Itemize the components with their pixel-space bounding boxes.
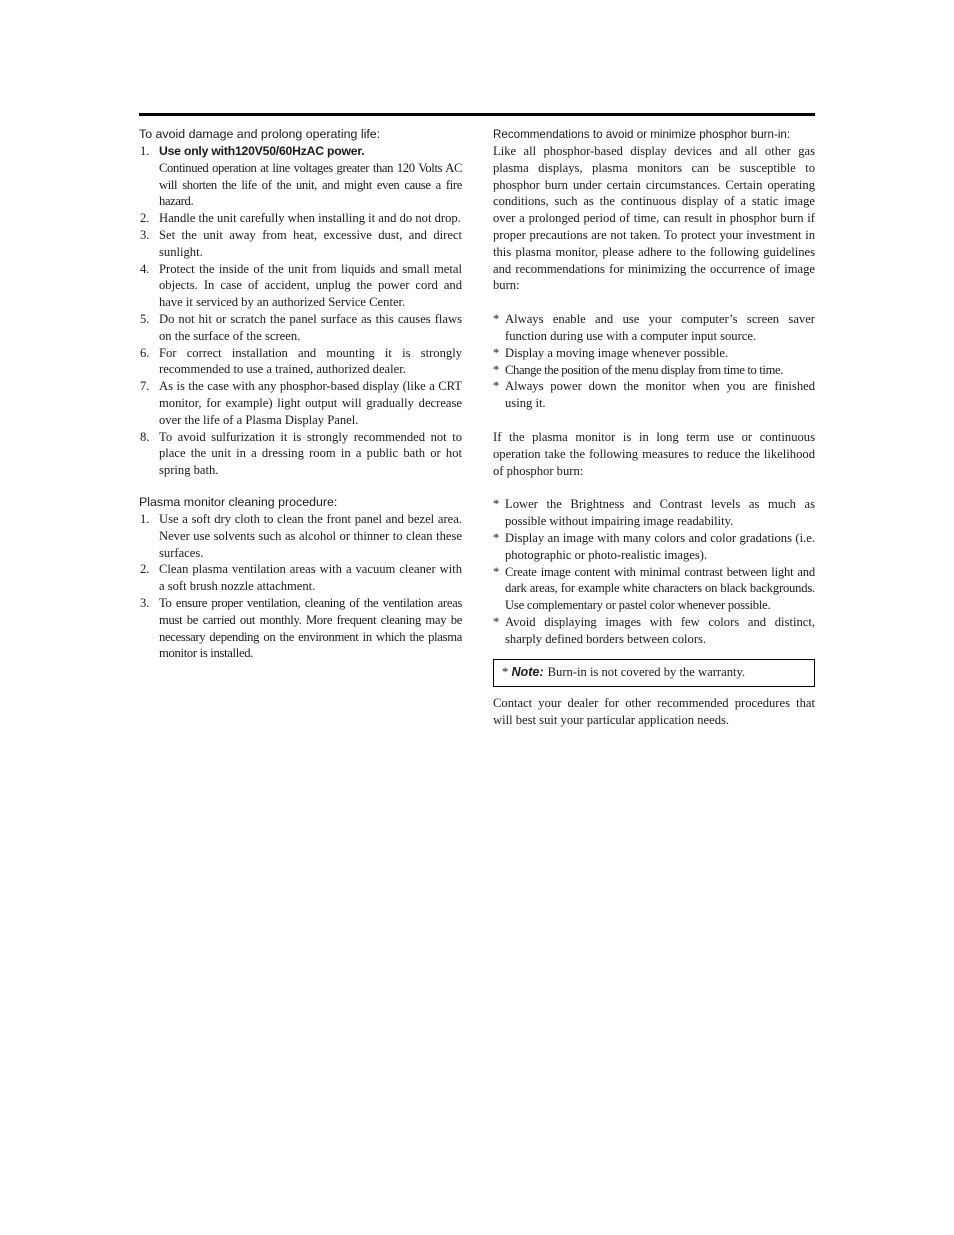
long-term-measures-list [493,496,815,647]
list-item: * Always enable and use your computer’s screen saver function during use with a computer input source. [493,312,815,343]
warranty-note-box [493,659,815,688]
section-heading-burn-in: Recommendations to avoid or minimize phosphor burn-in: [493,128,791,141]
right-column [493,126,815,729]
list-item: 4. Protect the inside of the unit from liquids and small metal objects. In case of accident, unplug the power cord and have it serviced by an authorized Service Center. [140,261,462,310]
list-item: * Change the position of the menu display from time to time. [493,362,784,377]
note-asterisk: * [502,664,509,679]
list-item: * Lower the Brightness and Contrast levels as much as possible without impairing image readability. [493,497,815,529]
list-item: * Avoid displaying images with few colors and distinct, sharply defined borders between colors. [493,614,815,646]
burn-in-guidelines-list [493,311,815,412]
power-requirement: Use only with120V50/60HzAC power. [159,144,365,158]
list-item: 8. To avoid sulfurization it is strongly recommended not to place the unit in a dressing room in a public bath or hot spring bath. [140,429,462,478]
left-column [139,126,462,662]
burn-in-intro: Like all phosphor-based display devices and all other gas plasma displays, plasma monitors can be susceptible to phosphor burn under certain circumstances. Certain operating conditions, such as the continuous display of a static image over a prolonged period of time, can result in phosphor burn if proper precautions are not taken. To protect your investment in this plasma monitor, please adhere to the following guidelines and recommendations for minimizing the occurrence of image burn: [493,144,815,293]
list-item: * Display an image with many colors and color gradations (i.e. photographic or photo-realistic images). [493,530,815,562]
list-item: * Display a moving image whenever possible. [493,345,729,360]
list-item: * Create image content with minimal contrast between light and dark areas, for example white characters on black backgrounds. Use complementary or pastel color whenever possible. [493,564,815,613]
section-heading-cleaning: Plasma monitor cleaning procedure: [139,494,338,509]
list-item: 3. To ensure proper ventilation, cleaning of the ventilation areas must be carried out monthly. More frequent cleaning may be necessary depending on the environment in which the plasma monitor is installed. [140,595,462,661]
list-item: 1. Use only with120V50/60HzAC power. Continued operation at line voltages greater than 120 Volts AC will shorten the life of the unit, and might even cause a fire hazard. [140,144,462,209]
list-item: * Always power down the monitor when you are finished using it. [493,379,815,411]
list-item: 3. Set the unit away from heat, excessive dust, and direct sunlight. [140,227,462,259]
list-item: 6. For correct installation and mounting it is strongly recommended to use a trained, authorized dealer. [140,345,462,377]
list-item: 2. Clean plasma ventilation areas with a vacuum cleaner with a soft brush nozzle attachment. [140,562,462,594]
list-item: 1. Use a soft dry cloth to clean the front panel and bezel area. Never use solvents such as alcohol or thinner to clean these surfaces. [140,511,462,560]
top-rule [139,113,815,116]
note-label: Note: [511,664,544,679]
note-text: Burn-in is not covered by the warranty. [547,664,746,679]
list-item: 7. As is the case with any phosphor-based display (like a CRT monitor, for example) light output will gradually decrease over the life of a Plasma Display Panel. [140,379,462,427]
list-item: 5. Do not hit or scratch the panel surface as this causes flaws on the surface of the screen. [140,311,462,343]
cleaning-list [139,511,462,662]
operating-life-list [139,143,462,479]
section-heading-operating-life: To avoid damage and prolong operating life: [139,127,381,141]
closing-paragraph: Contact your dealer for other recommended procedures that will best suit your particular application needs. [493,696,815,728]
long-term-use-paragraph: If the plasma monitor is in long term use or continuous operation take the following measures to reduce the likelihood of phosphor burn: [493,429,815,478]
list-item: 2. Handle the unit carefully when installing it and do not drop. [140,211,461,226]
